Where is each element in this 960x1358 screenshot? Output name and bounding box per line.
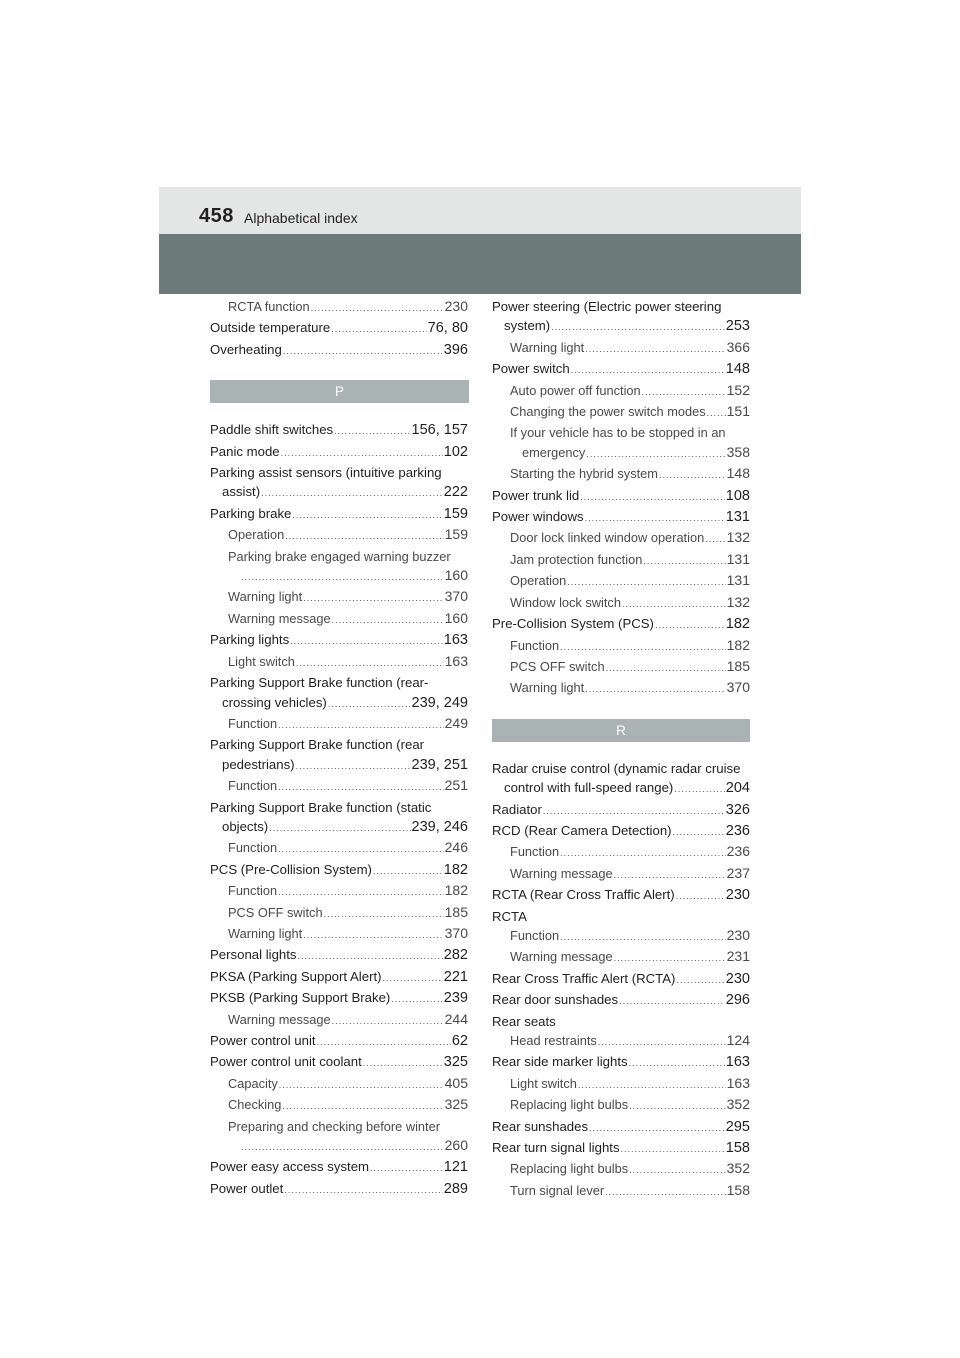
dot-leader [241,1136,444,1157]
entry-text: Function [228,883,278,899]
page-reference: 282 [443,947,468,964]
index-subentry [210,297,468,318]
entry-text: Function [510,927,560,943]
index-subentry [210,1074,468,1095]
dot-leader [571,359,725,380]
page-reference: 370 [444,588,468,605]
index-subentry [492,1095,750,1116]
dot-leader [331,318,426,339]
entry-text: Power outlet [210,1180,284,1196]
entry-text: Power control unit [210,1033,316,1048]
page-reference: 156, 157 [411,422,468,439]
index-entry [492,800,750,821]
dot-leader [629,1159,726,1180]
index-letter-heading: R [492,719,750,742]
index-subentry [210,714,468,735]
dot-leader [673,821,725,842]
dot-leader [332,609,444,630]
dot-leader [580,486,725,507]
entry-text: Power easy access system [210,1159,370,1175]
page-reference: 158 [726,1181,750,1198]
dot-leader [619,990,725,1011]
index-subentry [492,842,750,863]
index-entry [210,798,468,839]
entry-text: Function [228,715,278,731]
page-reference: 239, 251 [411,756,468,773]
index-entry [492,614,750,635]
entry-text: Rear door sunshades [492,992,619,1008]
entry-text: Function [228,778,278,794]
dot-leader [560,842,726,863]
entry-text: Warning light [228,589,303,605]
entry-text: Checking [228,1097,282,1113]
entry-text: Capacity [228,1075,278,1091]
index-subentry [492,402,750,423]
dot-leader [642,381,726,402]
entry-text: Function [510,844,560,860]
index-subentry [210,609,468,630]
entry-text: Replacing light bulbs [510,1097,629,1113]
dot-leader [296,755,411,776]
dot-leader [655,614,725,635]
page-reference: 163 [443,632,468,649]
entry-text: Light switch [510,1075,577,1091]
dot-leader [589,1117,725,1138]
page-reference: 108 [725,487,750,504]
index-subentry [492,571,750,592]
entry-text: RCTA [492,908,527,924]
page-reference: 396 [443,341,468,358]
page-reference: 102 [443,443,468,460]
index-entry [210,1157,468,1178]
dot-leader [676,885,725,906]
page-number: 458 [199,205,234,227]
index-entry [210,442,468,463]
dot-leader [605,1181,726,1202]
index-subentry [492,678,750,699]
page-reference: 295 [725,1118,750,1135]
page-reference: 159 [444,526,468,543]
dot-leader [296,652,444,673]
page-reference: 158 [725,1140,750,1157]
page-reference: 246 [444,839,468,856]
index-entry [210,988,468,1009]
page-reference: 124 [726,1032,750,1048]
dot-leader [614,947,726,968]
entry-text: Outside temperature [210,320,331,336]
page-reference: 239, 246 [411,818,468,835]
entry-text: PCS OFF switch [510,658,605,674]
dot-leader [278,776,444,797]
dot-leader [334,420,410,441]
index-entry [210,340,468,361]
entry-text: Parking brake engaged warning buzzer [228,548,451,564]
dot-leader [543,800,725,821]
dot-leader [621,1138,725,1159]
page-reference: 163 [726,1074,750,1091]
entry-text: Turn signal lever [510,1182,605,1198]
entry-text: Personal lights [210,947,297,963]
entry-text: Warning message [228,1011,331,1027]
dot-leader [261,482,443,503]
page-reference: 352 [726,1096,750,1113]
dot-leader [283,340,443,361]
index-entry [210,318,468,339]
dot-leader [303,924,443,945]
index-subentry [210,1010,468,1031]
index-subentry [492,423,750,464]
section-title: Alphabetical index [244,210,358,226]
page-reference: 204 [725,780,750,797]
index-entry [210,967,468,988]
page-reference: 326 [725,801,750,818]
entry-text: Warning message [228,610,331,626]
dot-leader [241,566,444,587]
page-reference: 366 [726,338,750,355]
page-reference: 296 [725,992,750,1009]
dot-leader [598,1031,726,1052]
index-entry [210,1179,468,1200]
index-subentry [492,947,750,968]
page-reference: 370 [726,679,750,696]
page-reference: 251 [444,777,468,794]
index-subentry [492,338,750,359]
page-reference: 230 [726,926,750,943]
entry-text: Jam protection function [510,551,643,567]
entry-text: Warning message [510,865,613,881]
index-entry [492,1012,750,1031]
index-entry [492,990,750,1011]
index-entry [210,420,468,441]
entry-text: PKSB (Parking Support Brake) [210,990,391,1006]
page-reference: 62 [451,1033,468,1049]
index-subentry [492,1181,750,1202]
entry-text: Function [228,840,278,856]
entry-text: Radar cruise control (dynamic radar cruise [492,760,741,776]
entry-text: Panic mode [210,443,280,459]
page-reference: 249 [444,714,468,731]
index-entry [492,486,750,507]
page-reference: 230 [725,970,750,987]
index-subentry [492,636,750,657]
entry-text-continued: control with full-speed range) [504,780,674,796]
page-reference: 160 [444,567,468,584]
page-reference: 239, 249 [411,694,468,711]
index-entry [210,1031,468,1052]
dot-leader [383,967,443,988]
entry-text: Power steering (Electric power steering [492,299,722,314]
index-subentry [210,587,468,608]
page-reference: 230 [725,887,750,904]
dot-leader [614,864,726,885]
dot-leader [328,693,411,714]
index-subentry [210,1117,468,1158]
index-subentry [492,593,750,614]
index-entry [210,1052,468,1073]
page-reference: 131 [726,572,750,589]
entry-text: Power windows [492,509,584,525]
dot-leader [567,571,725,592]
page-reference: 131 [726,550,750,567]
page-reference: 151 [726,403,750,420]
entry-text: Power control unit coolant [210,1054,362,1070]
index-column-right [492,297,750,1202]
page-reference: 231 [726,948,750,965]
index-subentry [210,652,468,673]
index-entry [210,630,468,651]
dot-leader [705,528,725,549]
entry-text: Power trunk lid [492,487,580,503]
page-reference: 237 [726,864,750,881]
entry-text: Parking Support Brake function (rear- [210,675,429,691]
page-reference: 230 [444,298,468,314]
page-reference: 260 [444,1137,468,1154]
index-entry [210,463,468,504]
index-entry [492,907,750,926]
dot-leader [585,507,725,528]
dot-leader [278,838,444,859]
dot-leader [707,402,726,423]
index-entry [210,504,468,525]
entry-text-continued: assist) [222,484,261,500]
dot-leader [560,636,726,657]
page-reference: 185 [726,657,750,674]
dot-leader [363,1052,443,1073]
entry-text: Function [510,637,560,653]
page-reference: 236 [725,822,750,839]
entry-text: Warning light [510,339,585,355]
dot-leader [578,1074,726,1095]
dot-leader [269,817,410,838]
dot-leader [674,778,724,799]
index-subentry [492,528,750,549]
index-entry [210,860,468,881]
index-letter-heading: P [210,380,469,403]
entry-text: Door lock linked window operation [510,530,705,546]
page-reference: 148 [726,465,750,482]
dot-leader [373,860,443,881]
entry-text: Parking lights [210,632,290,648]
entry-text: Parking brake [210,505,292,521]
index-entry [210,945,468,966]
index-subentry [210,924,468,945]
dot-leader [281,442,443,463]
page-reference: 160 [444,609,468,626]
entry-text: Rear seats [492,1013,556,1029]
entry-text: Starting the hybrid system [510,466,658,482]
page-reference: 163 [725,1054,750,1071]
page-reference: 182 [726,636,750,653]
entry-text: Rear Cross Traffic Alert (RCTA) [492,970,676,986]
index-subentry [492,1031,750,1052]
index-entry [492,1138,750,1159]
index-entry [492,359,750,380]
index-subentry [210,547,468,588]
index-subentry [492,1159,750,1180]
index-entry [492,759,750,800]
dot-leader [290,630,443,651]
entry-text: Replacing light bulbs [510,1161,629,1177]
entry-text: Operation [510,573,567,589]
entry-text-continued: system) [504,318,551,334]
index-entry [492,1117,750,1138]
page-reference: 132 [726,529,750,546]
page-reference: 358 [726,443,750,460]
dot-leader [643,550,725,571]
page-reference: 352 [726,1160,750,1177]
dot-leader [586,443,725,464]
entry-text: Power switch [492,361,570,377]
entry-text-continued: emergency [522,444,586,460]
page-reference: 182 [444,882,468,899]
entry-text: Overheating [210,341,282,357]
dot-leader [284,1179,442,1200]
index-subentry [492,464,750,485]
dot-leader [298,945,443,966]
entry-text: Warning message [510,949,613,965]
page-reference: 121 [443,1159,468,1176]
dot-leader [317,1031,451,1052]
entry-text: Paddle shift switches [210,422,334,438]
index-entry [492,297,750,338]
page-reference: 163 [444,652,468,669]
index-column-left [210,297,468,1200]
index-subentry [210,1095,468,1116]
dot-leader [629,1095,726,1116]
entry-text: PCS OFF switch [228,904,323,920]
entry-text: Rear sunshades [492,1118,589,1134]
entry-text: Warning light [510,680,585,696]
entry-text: RCTA function [228,299,310,314]
entry-text: Head restraints [510,1033,597,1048]
page-reference: 185 [444,903,468,920]
index-subentry [492,926,750,947]
dot-leader [292,504,442,525]
entry-text: Radiator [492,801,542,817]
page-reference: 244 [444,1010,468,1027]
entry-text-continued: objects) [222,818,269,834]
index-subentry [492,1074,750,1095]
page-reference: 152 [726,381,750,398]
index-entry [492,821,750,842]
dot-leader [585,338,725,359]
entry-text-continued: pedestrians) [222,756,295,772]
entry-text: Parking assist sensors (intuitive parking [210,465,442,481]
index-entry [492,969,750,990]
index-subentry [210,903,468,924]
entry-text: RCD (Rear Camera Detection) [492,822,672,838]
dot-leader [370,1157,443,1178]
entry-text: Preparing and checking before winter [228,1118,440,1134]
index-entry [210,673,468,714]
dot-leader [391,988,442,1009]
dot-leader [629,1052,725,1073]
entry-text-continued: crossing vehicles) [222,694,327,710]
index-subentry [492,550,750,571]
page-reference: 239 [443,990,468,1007]
dot-leader [324,903,444,924]
index-entry [492,885,750,906]
dot-leader [622,593,726,614]
dot-leader [285,525,443,546]
entry-text: Operation [228,527,285,543]
dot-leader [606,657,726,678]
page-reference: 132 [726,593,750,610]
dot-leader [551,316,725,337]
page-reference: 325 [444,1096,468,1113]
dot-leader [282,1095,443,1116]
index-subentry [210,776,468,797]
entry-text: PCS (Pre-Collision System) [210,861,372,877]
page-reference: 182 [443,861,468,878]
dot-leader [585,678,725,699]
entry-text: Parking Support Brake function (static [210,799,432,815]
page-reference: 131 [725,509,750,526]
page-reference: 289 [443,1180,468,1197]
entry-text: Warning light [228,925,303,941]
dot-leader [278,881,444,902]
index-subentry [492,864,750,885]
page-reference: 148 [725,361,750,378]
entry-text: Rear turn signal lights [492,1140,620,1156]
index-entry [492,507,750,528]
index-subentry [210,525,468,546]
index-subentry [492,381,750,402]
dot-leader [332,1010,444,1031]
dot-leader [278,714,444,735]
page-reference: 76, 80 [427,320,468,337]
page-reference: 182 [725,616,750,633]
index-subentry [492,657,750,678]
dot-leader [311,297,444,318]
index-subentry [210,881,468,902]
page-reference: 253 [725,318,750,335]
page-reference: 236 [726,843,750,860]
entry-text: Parking Support Brake function (rear [210,737,425,753]
dot-leader [303,587,443,608]
index-subentry [210,838,468,859]
page-reference: 405 [444,1074,468,1091]
dot-leader [560,926,726,947]
entry-text: Changing the power switch modes [510,404,706,420]
entry-text: Light switch [228,653,295,669]
page-reference: 221 [443,968,468,985]
header-bar [159,234,801,294]
entry-text: Window lock switch [510,594,621,610]
dot-leader [676,969,724,990]
dot-leader [659,464,726,485]
entry-text: RCTA (Rear Cross Traffic Alert) [492,887,675,903]
page-reference: 222 [443,484,468,501]
index-entry [210,735,468,776]
entry-text: Auto power off function [510,382,641,398]
entry-text: Pre-Collision System (PCS) [492,616,654,632]
entry-text: If your vehicle has to be stopped in an [510,425,726,441]
entry-text: PKSA (Parking Support Alert) [210,968,382,984]
page-reference: 325 [443,1054,468,1071]
entry-text: Rear side marker lights [492,1054,628,1070]
page-reference: 159 [443,505,468,522]
dot-leader [279,1074,444,1095]
index-entry [492,1052,750,1073]
page-reference: 370 [444,924,468,941]
